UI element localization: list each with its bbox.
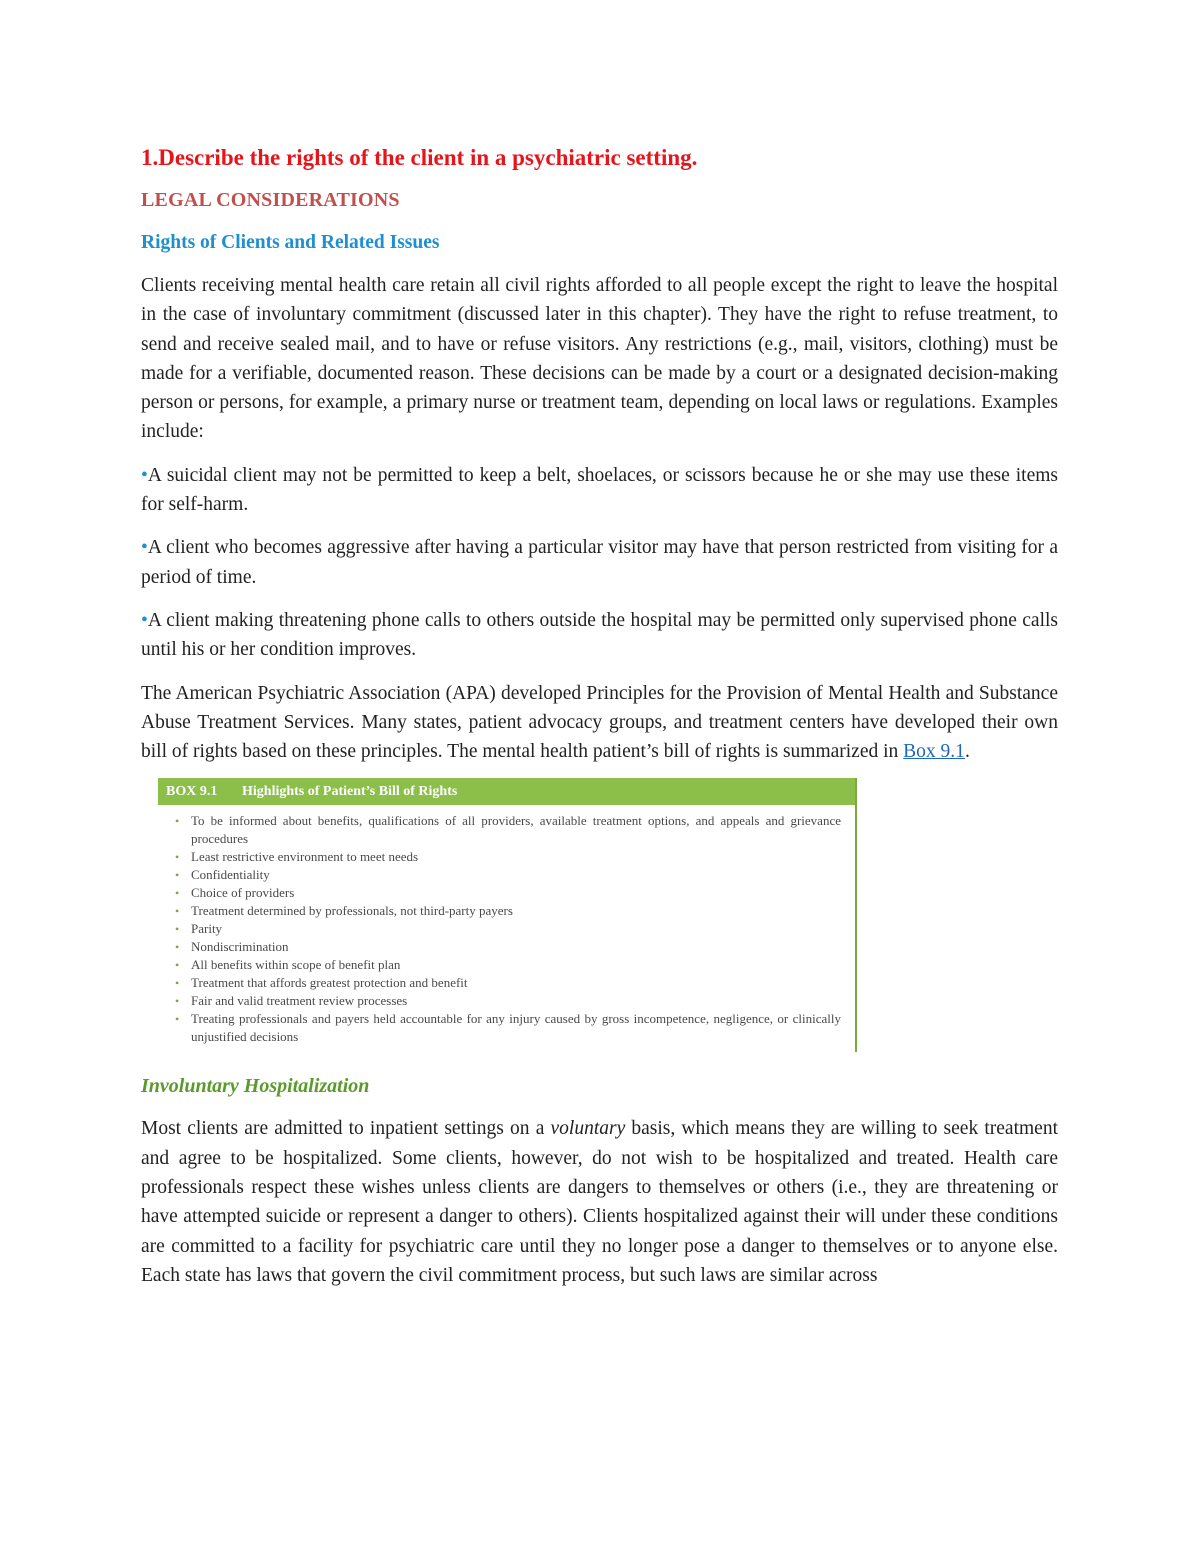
bullet-text: A client who becomes aggressive after having a particular visitor may have that person restricted from visiting for a period of time. [141,537,1058,588]
document-content [141,142,1058,1290]
bullet-icon: • [141,609,148,631]
box-list-item: • Fair and valid treatment review processes [191,992,841,1010]
bill-of-rights-box [158,778,857,1052]
section-involuntary-heading: Involuntary Hospitalization [141,1075,370,1098]
paragraph-apa [141,679,1058,767]
voluntary-emphasis: voluntary [550,1118,626,1140]
question-title: 1.Describe the rights of the client in a psychiatric setting. [141,145,698,170]
bullet-item [141,461,1058,520]
box-title: Highlights of Patient’s Bill of Rights [242,783,458,799]
subheading: Rights of Clients and Related Issues [141,232,440,253]
paragraph-rights: Clients receiving mental health care retain all civil rights afforded to all people except the right to leave the hospital in the case of involuntary commitment (discussed later in this chapter). They have the right to refuse treatment, to send and receive sealed mail, and to have or refuse visitors. Any restrictions (e.g., mail, visitors, clothing) must be made for a verifiable, documented reason. These decisions can be made by a court or a designated decision-making person or persons, for example, a primary nurse or treatment team, depending on local laws or regulations. Examples include: [141,275,1058,443]
box-list-item: • Treating professionals and payers held accountable for any injury caused by gross incompetence, negligence, or clinically unjustified decisions [191,1010,841,1046]
bullet-icon: • [141,537,148,559]
box-list-item: • Confidentiality [191,866,841,884]
bullet-text: A client making threatening phone calls to others outside the hospital may be permitted only supervised phone calls until his or her condition improves. [141,609,1058,661]
box-label: BOX 9.1 [166,783,218,799]
section-heading: LEGAL CONSIDERATIONS [141,189,400,211]
bullet-item [141,606,1058,665]
box-list [158,805,855,1052]
box-list-item: • Parity [191,920,841,938]
box-list-item: • Treatment that affords greatest protection and benefit [191,974,841,992]
bullet-icon: • [141,464,148,486]
box-list-item: • Choice of providers [191,884,841,902]
box-list-item: • To be informed about benefits, qualifications of all providers, available treatment options, and appeals and grievance procedures [191,812,841,848]
bullet-item [141,533,1058,592]
paragraph-apa-end: . [964,741,970,763]
box-list-item: • Least restrictive environment to meet needs [191,848,841,866]
box-list-item: • All benefits within scope of benefit plan [191,956,841,974]
box-list-item: • Nondiscrimination [191,938,841,956]
paragraph-involuntary-start: Most clients are admitted to inpatient settings on a [141,1118,551,1140]
paragraph-apa-text: The American Psychiatric Association (APA) developed Principles for the Provision of Mental Health and Substance Abuse Treatment Services. Many states, patient advocacy groups, and treatment centers have developed their own bill of rights based on these principles. The mental health patient’s bill of rights is summarized in [141,682,1058,763]
box-list-item: • Treatment determined by professionals, not third-party payers [191,902,841,920]
paragraph-involuntary [141,1114,1058,1290]
paragraph-involuntary-rest: basis, which means they are willing to seek treatment and agree to be hospitalized. Some clients, however, do not wish to be hospitalized and treated. Health care professionals respect these wishes unless clients are dangers to themselves or others (i.e., they are threatening or have attempted suicide or represent a danger to others). Clients hospitalized against their will under these conditions are committed to a facility for psychiatric care until they no longer pose a danger to themselves or to anyone else. Each state has laws that govern the civil commitment process, but such laws are similar across [141,1118,1058,1286]
box-header [158,778,855,805]
box-9-1-link[interactable]: Box 9.1 [903,741,965,763]
bullet-text: A suicidal client may not be permitted to keep a belt, shoelaces, or scissors because he or she may use these items for self-harm. [141,464,1058,516]
